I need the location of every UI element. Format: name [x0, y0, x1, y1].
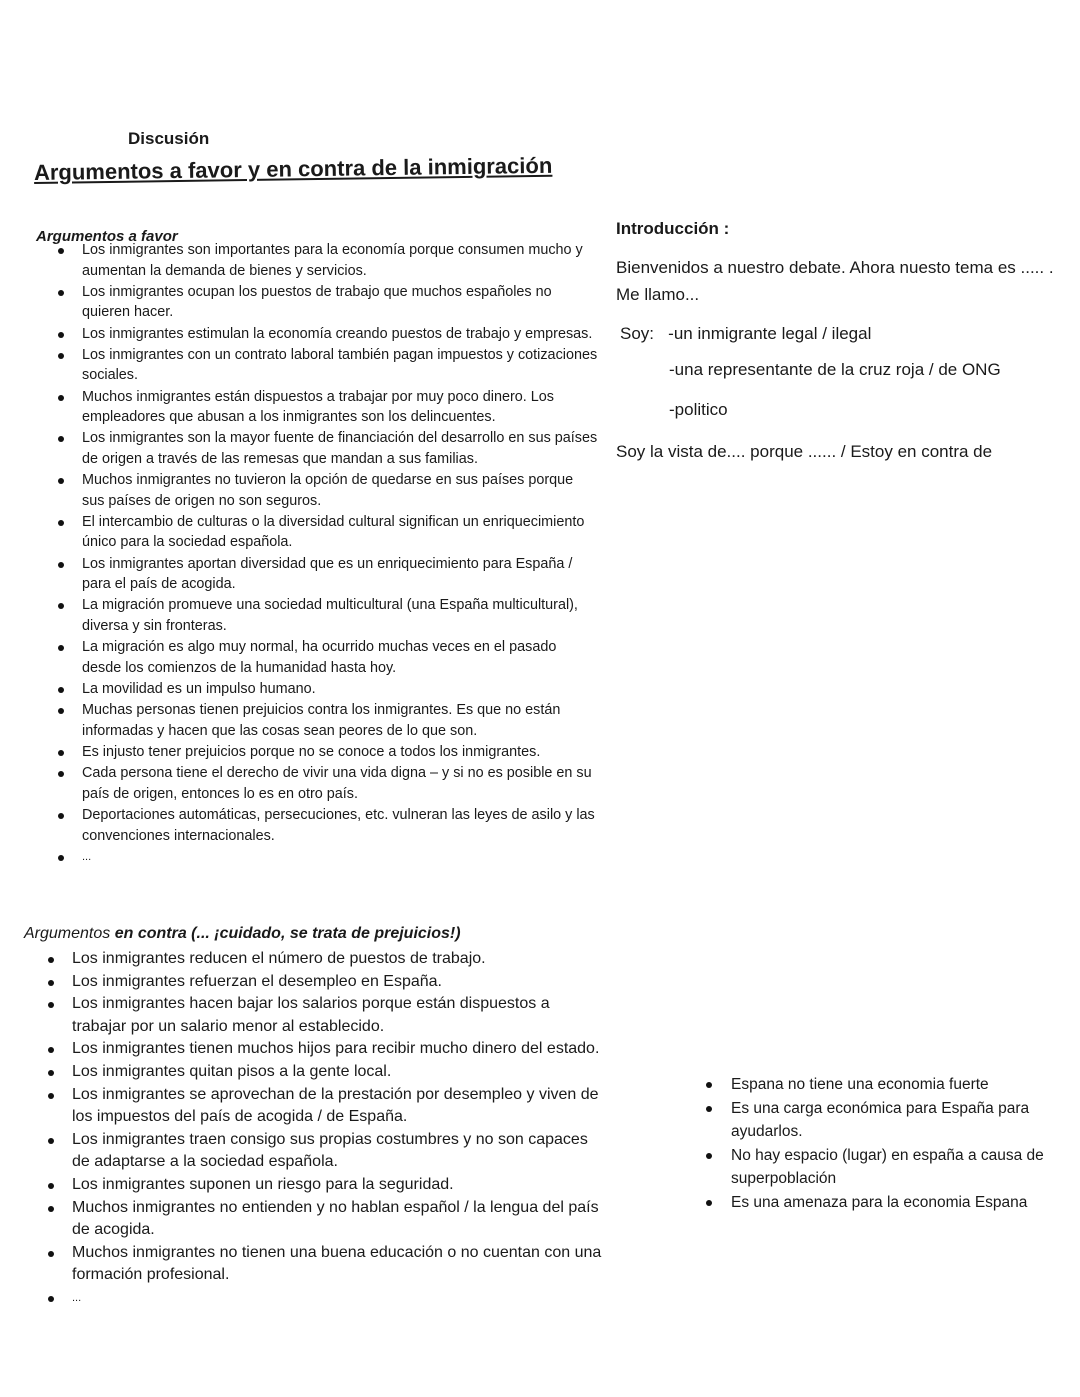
list-item: Espana no tiene una economia fuerte: [706, 1073, 1046, 1097]
list-item: Los inmigrantes con un contrato laboral también pagan impuestos y cotizaciones sociales.: [58, 345, 598, 386]
list-item: Los inmigrantes son la mayor fuente de financiación del desarrollo en sus países de origen a través de las remesas que mandan a sus familias.: [58, 428, 598, 469]
list-item: La movilidad es un impulso humano.: [58, 679, 598, 700]
intro-title: Introducción :: [616, 219, 730, 238]
list-item: Cada persona tiene el derecho de vivir una vida digna – y si no es posible en su país de origen, entonces lo es en otro país.: [58, 763, 598, 804]
list-item: ...: [58, 847, 598, 868]
list-item: Es una carga económica para España para ayudarlos.: [706, 1097, 1046, 1144]
list-item: Los inmigrantes suponen un riesgo para la seguridad.: [48, 1174, 608, 1197]
contra-section-title: [24, 925, 461, 943]
list-item: Los inmigrantes reducen el número de puestos de trabajo.: [48, 948, 608, 971]
list-item: El intercambio de culturas o la diversidad cultural significan un enriquecimiento único para la sociedad española.: [58, 512, 598, 553]
intro-role-ong: -una representante de la cruz roja / de ONG: [669, 360, 1001, 379]
list-item: Los inmigrantes quitan pisos a la gente local.: [48, 1061, 608, 1084]
list-item: Los inmigrantes estimulan la economía creando puestos de trabajo y empresas.: [58, 324, 598, 345]
intro-role-politico: -politico: [669, 400, 728, 419]
list-item: ...: [48, 1287, 608, 1310]
list-item: Los inmigrantes tienen muchos hijos para recibir mucho dinero del estado.: [48, 1038, 608, 1061]
contra-title-bold: en contra (... ¡cuidado, se trata de prejuicios!): [114, 925, 461, 942]
list-item: Muchos inmigrantes no tienen una buena educación o no cuentan con una formación profesional.: [48, 1242, 608, 1287]
list-item: Los inmigrantes ocupan los puestos de trabajo que muchos españoles no quieren hacer.: [58, 282, 598, 323]
list-item: Muchos inmigrantes están dispuestos a trabajar por muy poco dinero. Los empleadores que abusan a los inmigrantes son los delincuentes.: [58, 387, 598, 428]
intro-vista: Soy la vista de.... porque ...... / Estoy en contra de: [616, 442, 993, 461]
intro-soy: Soy: -un inmigrante legal / ilegal: [620, 324, 872, 343]
list-item: No hay espacio (lugar) en españa a causa de superpoblación: [706, 1144, 1046, 1191]
list-item: La migración es algo muy normal, ha ocurrido muchas veces en el pasado desde los comienzos de la humanidad hasta hoy.: [58, 637, 598, 678]
list-item: La migración promueve una sociedad multicultural (una España multicultural), diversa y sin fronteras.: [58, 595, 598, 636]
extra-list: [706, 1073, 1046, 1214]
discussion-label: Discusión: [128, 129, 210, 148]
list-item: Los inmigrantes traen consigo sus propias costumbres y no son capaces de adaptarse a la sociedad española.: [48, 1129, 608, 1174]
favor-title-text: Argumentos a favor: [36, 228, 178, 245]
page-title: Argumentos a favor y en contra de la inmigración: [33, 152, 553, 185]
list-item: Deportaciones automáticas, persecuciones, etc. vulneran las leyes de asilo y las convenciones internacionales.: [58, 805, 598, 846]
list-item: Muchos inmigrantes no tuvieron la opción de quedarse en sus países porque sus países de origen no son seguros.: [58, 470, 598, 511]
favor-list: [58, 240, 598, 868]
list-item: Muchos inmigrantes no entienden y no hablan español / la lengua del país de acogida.: [48, 1197, 608, 1242]
list-item: Los inmigrantes son importantes para la economía porque consumen mucho y aumentan la demanda de bienes y servicios.: [58, 240, 598, 281]
list-item: Los inmigrantes se aprovechan de la prestación por desempleo y viven de los impuestos del país de acogida / de España.: [48, 1084, 608, 1129]
list-item: Es injusto tener prejuicios porque no se conoce a todos los inmigrantes.: [58, 742, 598, 763]
list-item: Los inmigrantes refuerzan el desempleo en España.: [48, 971, 608, 994]
list-item: Es una amenaza para la economia Espana: [706, 1191, 1046, 1215]
contra-title-prefix: Argumentos: [24, 925, 111, 942]
intro-text: Bienvenidos a nuestro debate. Ahora nuesto tema es ..... . Me llamo...: [616, 258, 1054, 304]
contra-list: [48, 948, 608, 1310]
list-item: Los inmigrantes hacen bajar los salarios porque están dispuestos a trabajar por un salario menor al establecido.: [48, 993, 608, 1038]
list-item: Los inmigrantes aportan diversidad que es un enriquecimiento para España / para el país de acogida.: [58, 554, 598, 595]
list-item: Muchas personas tienen prejuicios contra los inmigrantes. Es que no están informadas y hacen que las cosas sean peores de lo que son.: [58, 700, 598, 741]
